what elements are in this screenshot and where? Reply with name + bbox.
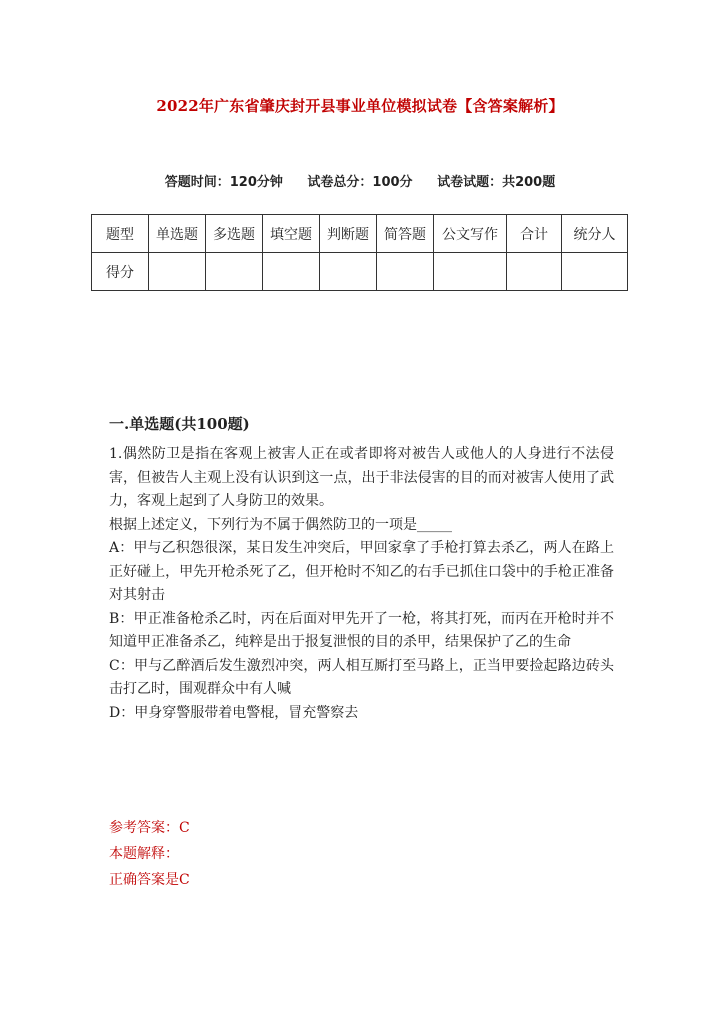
header-cell: 题型 — [92, 215, 149, 253]
score-cell — [377, 253, 434, 291]
score-cell — [149, 253, 206, 291]
row-label-cell: 得分 — [92, 253, 149, 291]
header-cell: 填空题 — [263, 215, 320, 253]
exam-total-questions: 试卷试题：共200题 — [437, 175, 556, 190]
question-block — [109, 443, 614, 725]
score-cell — [434, 253, 507, 291]
document-title: 2022年广东省肇庆封开县事业单位模拟试卷【含答案解析】 — [156, 97, 564, 115]
option-a: A：甲与乙积怨很深，某日发生冲突后，甲回家拿了手枪打算去杀乙，两人在路上正好碰上，甲先开枪杀死了乙，但开枪时不知乙的右手已抓住口袋中的手枪正准备对其射击 — [109, 540, 614, 603]
score-cell — [206, 253, 263, 291]
exam-total-score: 试卷总分：100分 — [307, 175, 413, 190]
correct-answer: 正确答案是C — [109, 872, 190, 888]
score-table-header-row — [92, 215, 628, 253]
score-cell — [263, 253, 320, 291]
option-c: C：甲与乙醉酒后发生激烈冲突，两人相互厮打至马路上，正当甲要捡起路边砖头击打乙时，围观群众中有人喊 — [109, 657, 614, 697]
explanation-label: 本题解释： — [109, 846, 179, 862]
question-prompt: 根据上述定义，下列行为不属于偶然防卫的一项是_____ — [109, 516, 452, 533]
header-cell: 合计 — [507, 215, 562, 253]
reference-answer: 参考答案：C — [109, 820, 190, 836]
header-cell: 判断题 — [320, 215, 377, 253]
header-cell: 公文写作 — [434, 215, 507, 253]
section-heading: 一.单选题(共100题) — [109, 415, 250, 433]
score-cell — [320, 253, 377, 291]
header-cell: 统分人 — [562, 215, 628, 253]
score-table-score-row — [92, 253, 628, 291]
header-cell: 多选题 — [206, 215, 263, 253]
score-table — [91, 214, 628, 291]
score-cell — [507, 253, 562, 291]
header-cell: 简答题 — [377, 215, 434, 253]
header-cell: 单选题 — [149, 215, 206, 253]
exam-meta — [0, 171, 720, 190]
option-d: D：甲身穿警服带着电警棍，冒充警察去 — [109, 704, 359, 721]
option-b: B：甲正准备枪杀乙时，丙在后面对甲先开了一枪，将其打死，而丙在开枪时并不知道甲正准备杀乙，纯粹是出于报复泄恨的目的杀甲，结果保护了乙的生命 — [109, 610, 614, 650]
question-stem: 1.偶然防卫是指在客观上被害人正在或者即将对被告人或他人的人身进行不法侵害，但被告人主观上没有认识到这一点，出于非法侵害的目的而对被害人使用了武力，客观上起到了人身防卫的效果。 — [109, 446, 614, 509]
answer-block — [109, 815, 190, 893]
exam-time: 答题时间：120分钟 — [164, 175, 283, 190]
score-cell — [562, 253, 628, 291]
